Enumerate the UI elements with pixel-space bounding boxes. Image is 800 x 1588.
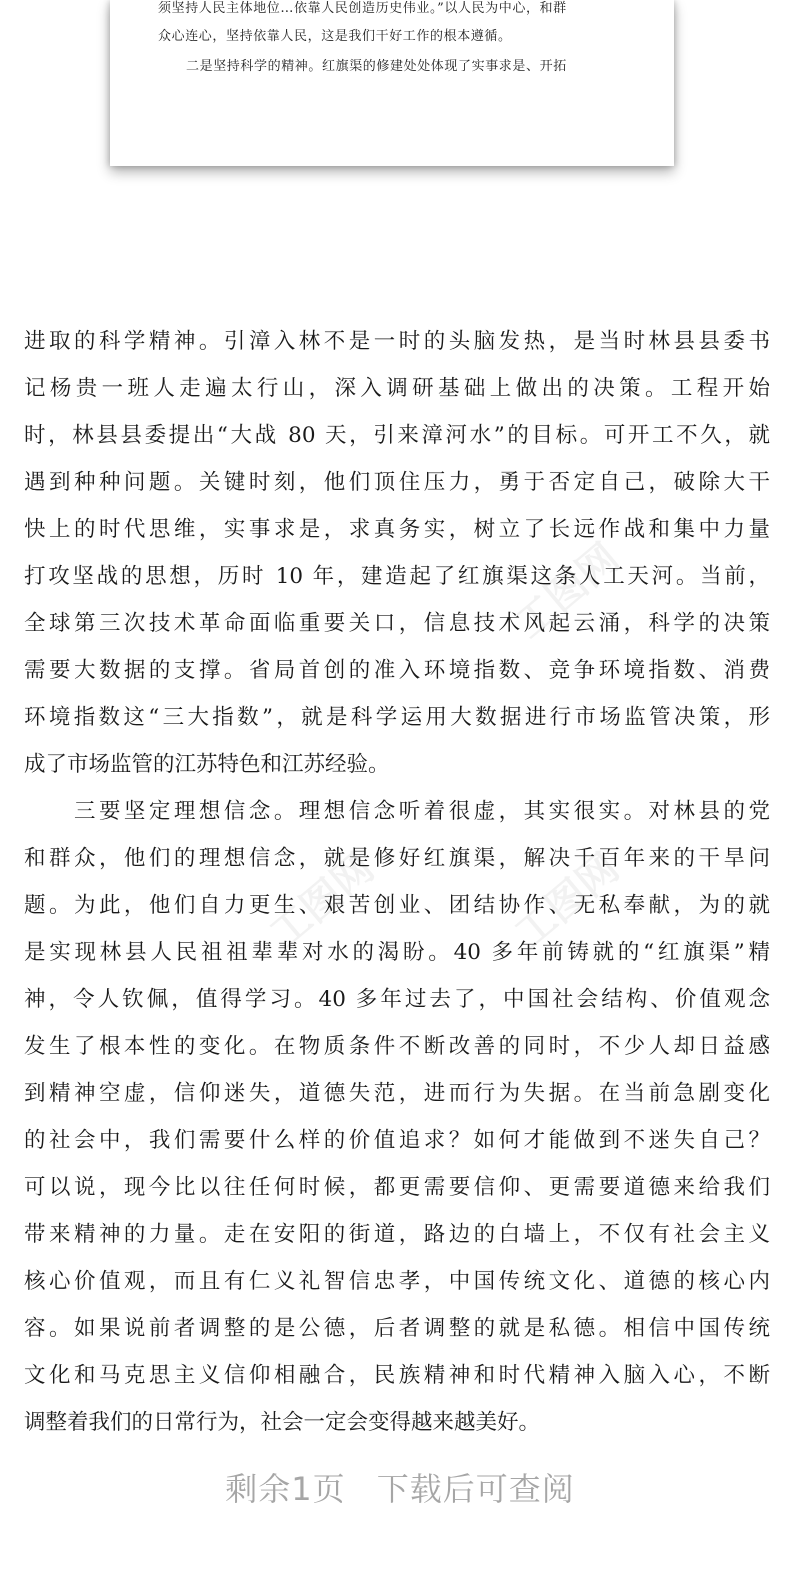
body-line: 成了市场监管的江苏特色和江苏经验。 [24, 752, 390, 777]
body-line: 全球第三次技术革命面临重要关口，信息技术风起云涌，科学的决策 [24, 611, 770, 636]
watermark: 工图网 [261, 844, 383, 958]
preview-line: 二是坚持科学的精神。红旗渠的修建处处体现了实事求是、开拓 [186, 59, 567, 74]
body-line: 进取的科学精神。引漳入林不是一时的头脑发热，是当时林县县委书 [24, 329, 770, 354]
body-line: 核心价值观，而且有仁义礼智信忠孝，中国传统文化、道德的核心内 [24, 1269, 770, 1294]
body-line: 文化和马克思主义信仰相融合，民族精神和时代精神入脑入心，不断 [24, 1363, 770, 1388]
body-line: 带来精神的力量。走在安阳的街道，路边的白墙上，不仅有社会主义 [24, 1222, 770, 1247]
download-to-view-notice[interactable] [0, 1464, 800, 1510]
body-line: 和群众，他们的理想信念，就是修好红旗渠，解决千百年来的干旱问 [24, 846, 770, 871]
body-line: 调整着我们的日常行为，社会一定会变得越来越美好。 [24, 1410, 541, 1435]
preview-line: 众心连心，坚持依靠人民，这是我们干好工作的根本遵循。 [158, 29, 512, 44]
body-line: 时，林县县委提出“大战 80 天，引来漳河水”的目标。可开工不久，就 [24, 423, 770, 448]
body-line: 题。为此，他们自力更生、艰苦创业、团结协作、无私奉献，为的就 [24, 893, 770, 918]
body-line: 容。如果说前者调整的是公德，后者调整的就是私德。相信中国传统 [24, 1316, 770, 1341]
body-line: 可以说，现今比以往任何时候，都更需要信仰、更需要道德来给我们 [24, 1175, 770, 1200]
body-line: 到精神空虚，信仰迷失，道德失范，进而行为失据。在当前急剧变化 [24, 1081, 770, 1106]
body-line: 神，令人钦佩，值得学习。40 多年过去了，中国社会结构、价值观念 [24, 987, 770, 1012]
body-line: 需要大数据的支撑。省局首创的准入环境指数、竞争环境指数、消费 [24, 658, 770, 683]
body-line: 遇到种种问题。关键时刻，他们顶住压力，勇于否定自己，破除大干 [24, 470, 770, 495]
watermark: 工图网 [506, 534, 628, 648]
preview-line: 须坚持人民主体地位…依靠人民创造历史伟业。”以人民为中心，和群 [158, 1, 567, 16]
remaining-pages-label: 剩余1页 [225, 1470, 346, 1508]
document-body [24, 318, 770, 1446]
body-line: 发生了根本性的变化。在物质条件不断改善的同时，不少人却日益感 [24, 1034, 770, 1059]
download-to-view-label: 下载后可查阅 [376, 1470, 575, 1508]
body-line: 环境指数这“三大指数”，就是科学运用大数据进行市场监管决策，形 [24, 705, 770, 730]
body-line: 记杨贵一班人走遍太行山，深入调研基础上做出的决策。工程开始 [24, 376, 770, 401]
body-line: 快上的时代思维，实事求是，求真务实，树立了长远作战和集中力量 [24, 517, 770, 542]
body-line: 三要坚定理想信念。理想信念听着很虚，其实很实。对林县的党 [24, 799, 770, 824]
body-line: 打攻坚战的思想，历时 10 年，建造起了红旗渠这条人工天河。当前， [24, 564, 770, 589]
document-preview-card [110, 0, 674, 166]
body-line: 的社会中，我们需要什么样的价值追求？如何才能做到不迷失自己？ [24, 1128, 770, 1153]
watermark: 工图网 [506, 844, 628, 958]
body-line: 是实现林县人民祖祖辈辈对水的渴盼。40 多年前铸就的“红旗渠”精 [24, 940, 770, 965]
